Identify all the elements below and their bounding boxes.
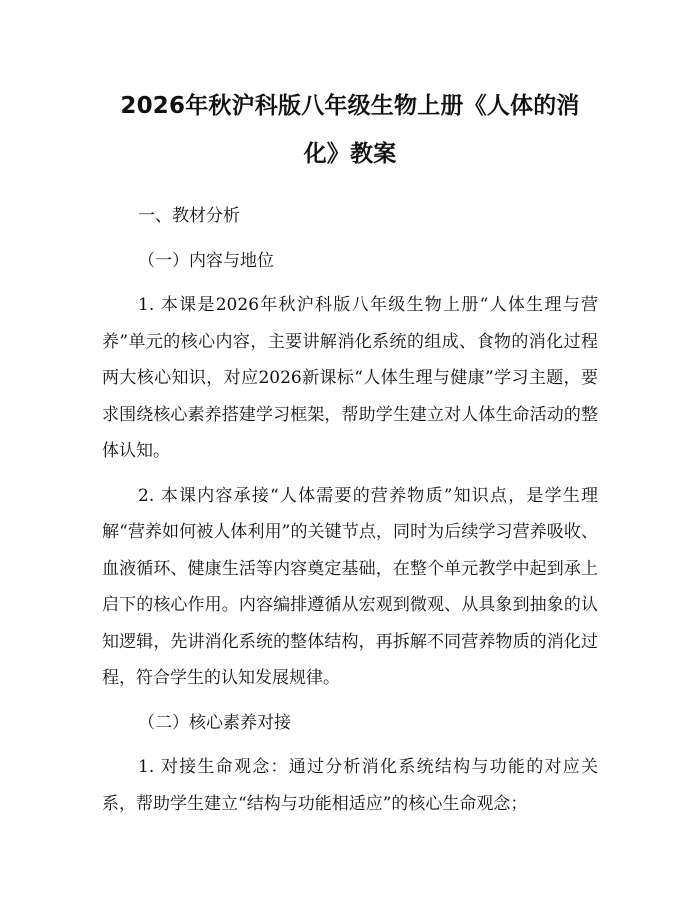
subsection-heading-core-literacy: （二）核心素养对接 [138,712,291,733]
paragraph-3: 1. 对接生命观念：通过分析消化系统结构与功能的对应关系，帮助学生建立“结构与功能相适应”的核心生命观念； [102,757,598,814]
subsection-heading-content-position: （一）内容与地位 [138,250,274,271]
section-heading-textbook-analysis: 一、教材分析 [138,206,240,226]
paragraph-1: 1. 本课是2026年秋沪科版八年级生物上册“人体生理与营养”单元的核心内容，主要讲解消化系统的组成、食物的消化过程两大核心知识，对应2026新课标“人体生理与健康”学习主题，要求围绕核心素养搭建学习框架，帮助学生建立对人体生命活动的整体认知。 [102,295,598,461]
paragraph-2: 2. 本课内容承接“人体需要的营养物质”知识点，是学生理解“营养如何被人体利用”的关键节点，同时为后续学习营养吸收、血液循环、健康生活等内容奠定基础，在整个单元教学中起到承上启下的核心作用。内容编排遵循从宏观到微观、从具象到抽象的认知逻辑，先讲消化系统的整体结构，再拆解不同营养物质的消化过程，符合学生的认知发展规律。 [102,485,598,688]
document-title [102,82,598,178]
title-line-2: 化》教案 [303,141,397,167]
title-line-1: 2026年秋沪科版八年级生物上册《人体的消 [120,93,580,119]
document-body [102,198,598,822]
